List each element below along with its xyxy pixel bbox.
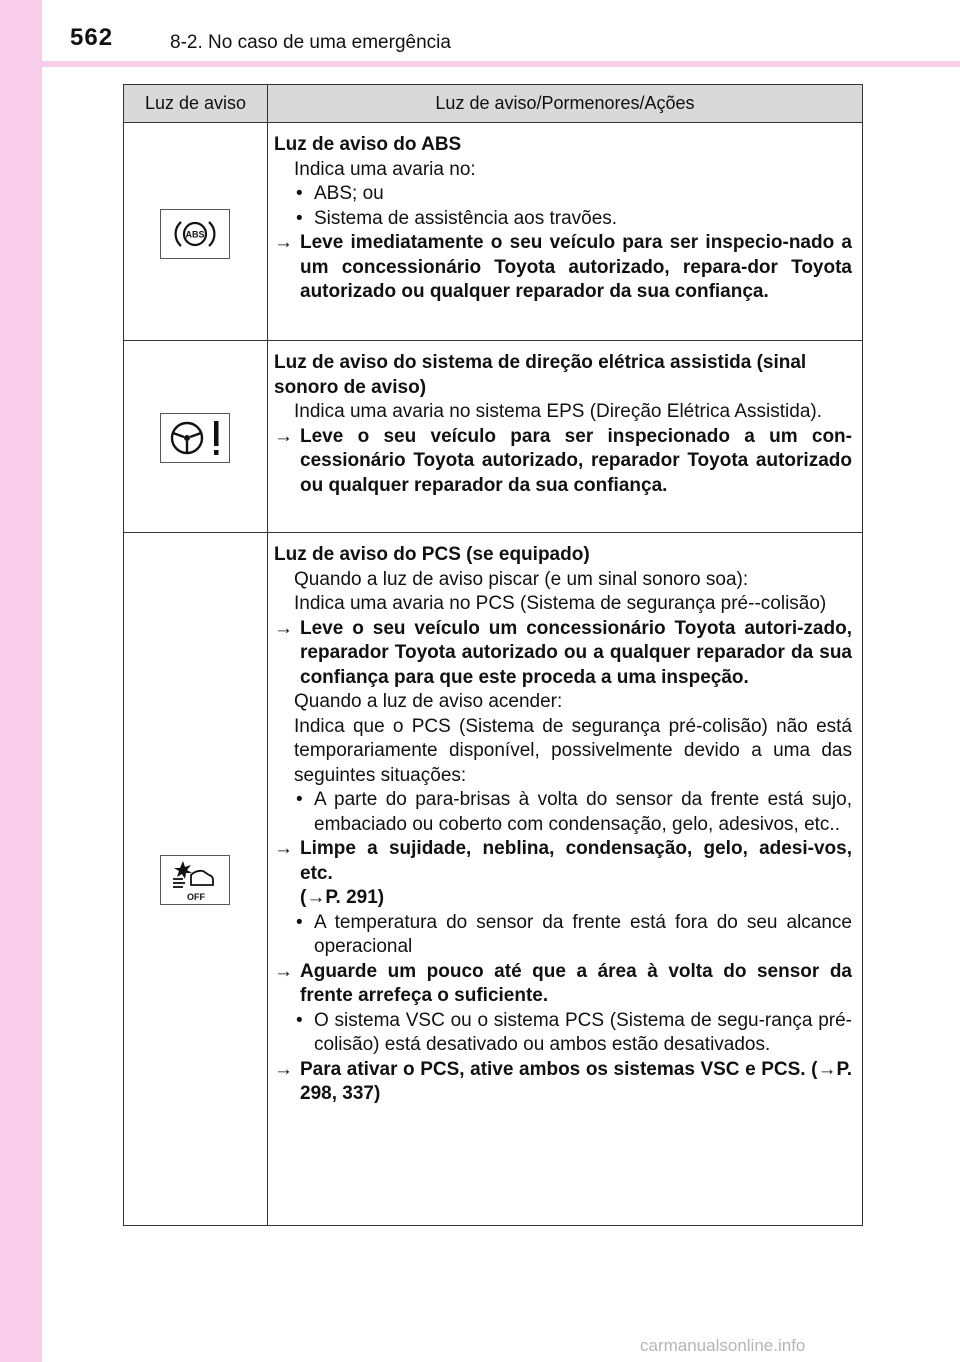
header-underline (42, 61, 960, 67)
paragraph: Indica que o PCS (Sistema de segurança pré-colisão) não está temporariamente disponível, possivelmente devido a uma das seguintes situações: (294, 715, 852, 786)
icon-cell (124, 341, 268, 532)
bullet-item: • O sistema VSC ou o sistema PCS (Sistema de segu-rança pré-colisão) está desativado ou ambos estão desativados. (274, 1009, 852, 1058)
action-item: → Leve imediatamente o seu veículo para ser inspecio-nado a um concessionário Toyota autorizado, repara-dor Toyota autorizado ou qualquer reparador da sua confiança. (274, 231, 852, 305)
bullet-item: • ABS; ou (274, 182, 852, 207)
page-header (0, 0, 960, 64)
warning-lights-table (123, 84, 863, 1226)
action-item: → Limpe a sujidade, neblina, condensação, gelo, adesi-vos, etc. (274, 837, 852, 886)
warning-title: Luz de aviso do ABS (274, 134, 462, 155)
steering-wheel-warning-icon (160, 413, 230, 463)
table-row-pcs (124, 533, 862, 1225)
column-header-details: Luz de aviso/Pormenores/Ações (435, 93, 695, 113)
paragraph: Indica uma avaria no PCS (Sistema de segurança pré--colisão) (294, 593, 827, 614)
action-item: → Para ativar o PCS, ative ambos os sistemas VSC e PCS. (→P. 298, 337) (274, 1058, 852, 1107)
table-row-abs (124, 123, 862, 341)
warning-title: Luz de aviso do sistema de direção elétrica assistida (sinal sonoro de aviso) (274, 352, 807, 398)
section-title: 8-2. No caso de uma emergência (170, 32, 451, 53)
action-item: → Aguarde um pouco até que a área à volta do sensor da frente arrefeça o suficiente. (274, 960, 852, 1009)
table-header (124, 85, 862, 123)
page-number: 562 (70, 24, 114, 51)
bullet-item: • A temperatura do sensor da frente está fora do seu alcance operacional (274, 911, 852, 960)
svg-text:OFF: OFF (187, 892, 205, 902)
svg-text:ABS: ABS (185, 229, 205, 240)
page-reference: (→P. 291) (300, 887, 385, 908)
icon-cell (124, 533, 268, 1225)
details-cell (268, 533, 862, 1107)
column-header-warning-light: Luz de aviso (124, 85, 268, 123)
details-cell (268, 123, 862, 305)
paragraph: Quando a luz de aviso acender: (294, 691, 563, 712)
action-item: → Leve o seu veículo um concessionário Toyota autori-zado, reparador Toyota autorizado ou a qualquer reparador da sua confiança para que este proceda a uma inspeção. (274, 617, 852, 691)
pcs-off-icon (160, 855, 230, 905)
bullet-item: • A parte do para-brisas à volta do sensor da frente está sujo, embaciado ou coberto com condensação, gelo, adesivos, etc.. (274, 788, 852, 837)
warning-title: Luz de aviso do PCS (se equipado) (274, 544, 590, 565)
watermark: carmanualsonline.info (640, 1336, 806, 1355)
paragraph: Quando a luz de aviso piscar (e um sinal sonoro soa): (294, 568, 749, 590)
paragraph: Indica uma avaria no sistema EPS (Direção Elétrica Assistida). (294, 401, 822, 422)
icon-cell (124, 123, 268, 340)
paragraph: Indica uma avaria no: (294, 158, 476, 180)
table-row-eps (124, 341, 862, 533)
abs-warning-icon (160, 209, 230, 259)
sidebar-band (0, 0, 42, 1362)
details-cell (268, 341, 862, 498)
action-item: → Leve o seu veículo para ser inspecionado a um con-cessionário Toyota autorizado, reparador Toyota autorizado ou qualquer reparador da sua confiança. (274, 425, 852, 499)
bullet-item: • Sistema de assistência aos travões. (274, 207, 852, 232)
